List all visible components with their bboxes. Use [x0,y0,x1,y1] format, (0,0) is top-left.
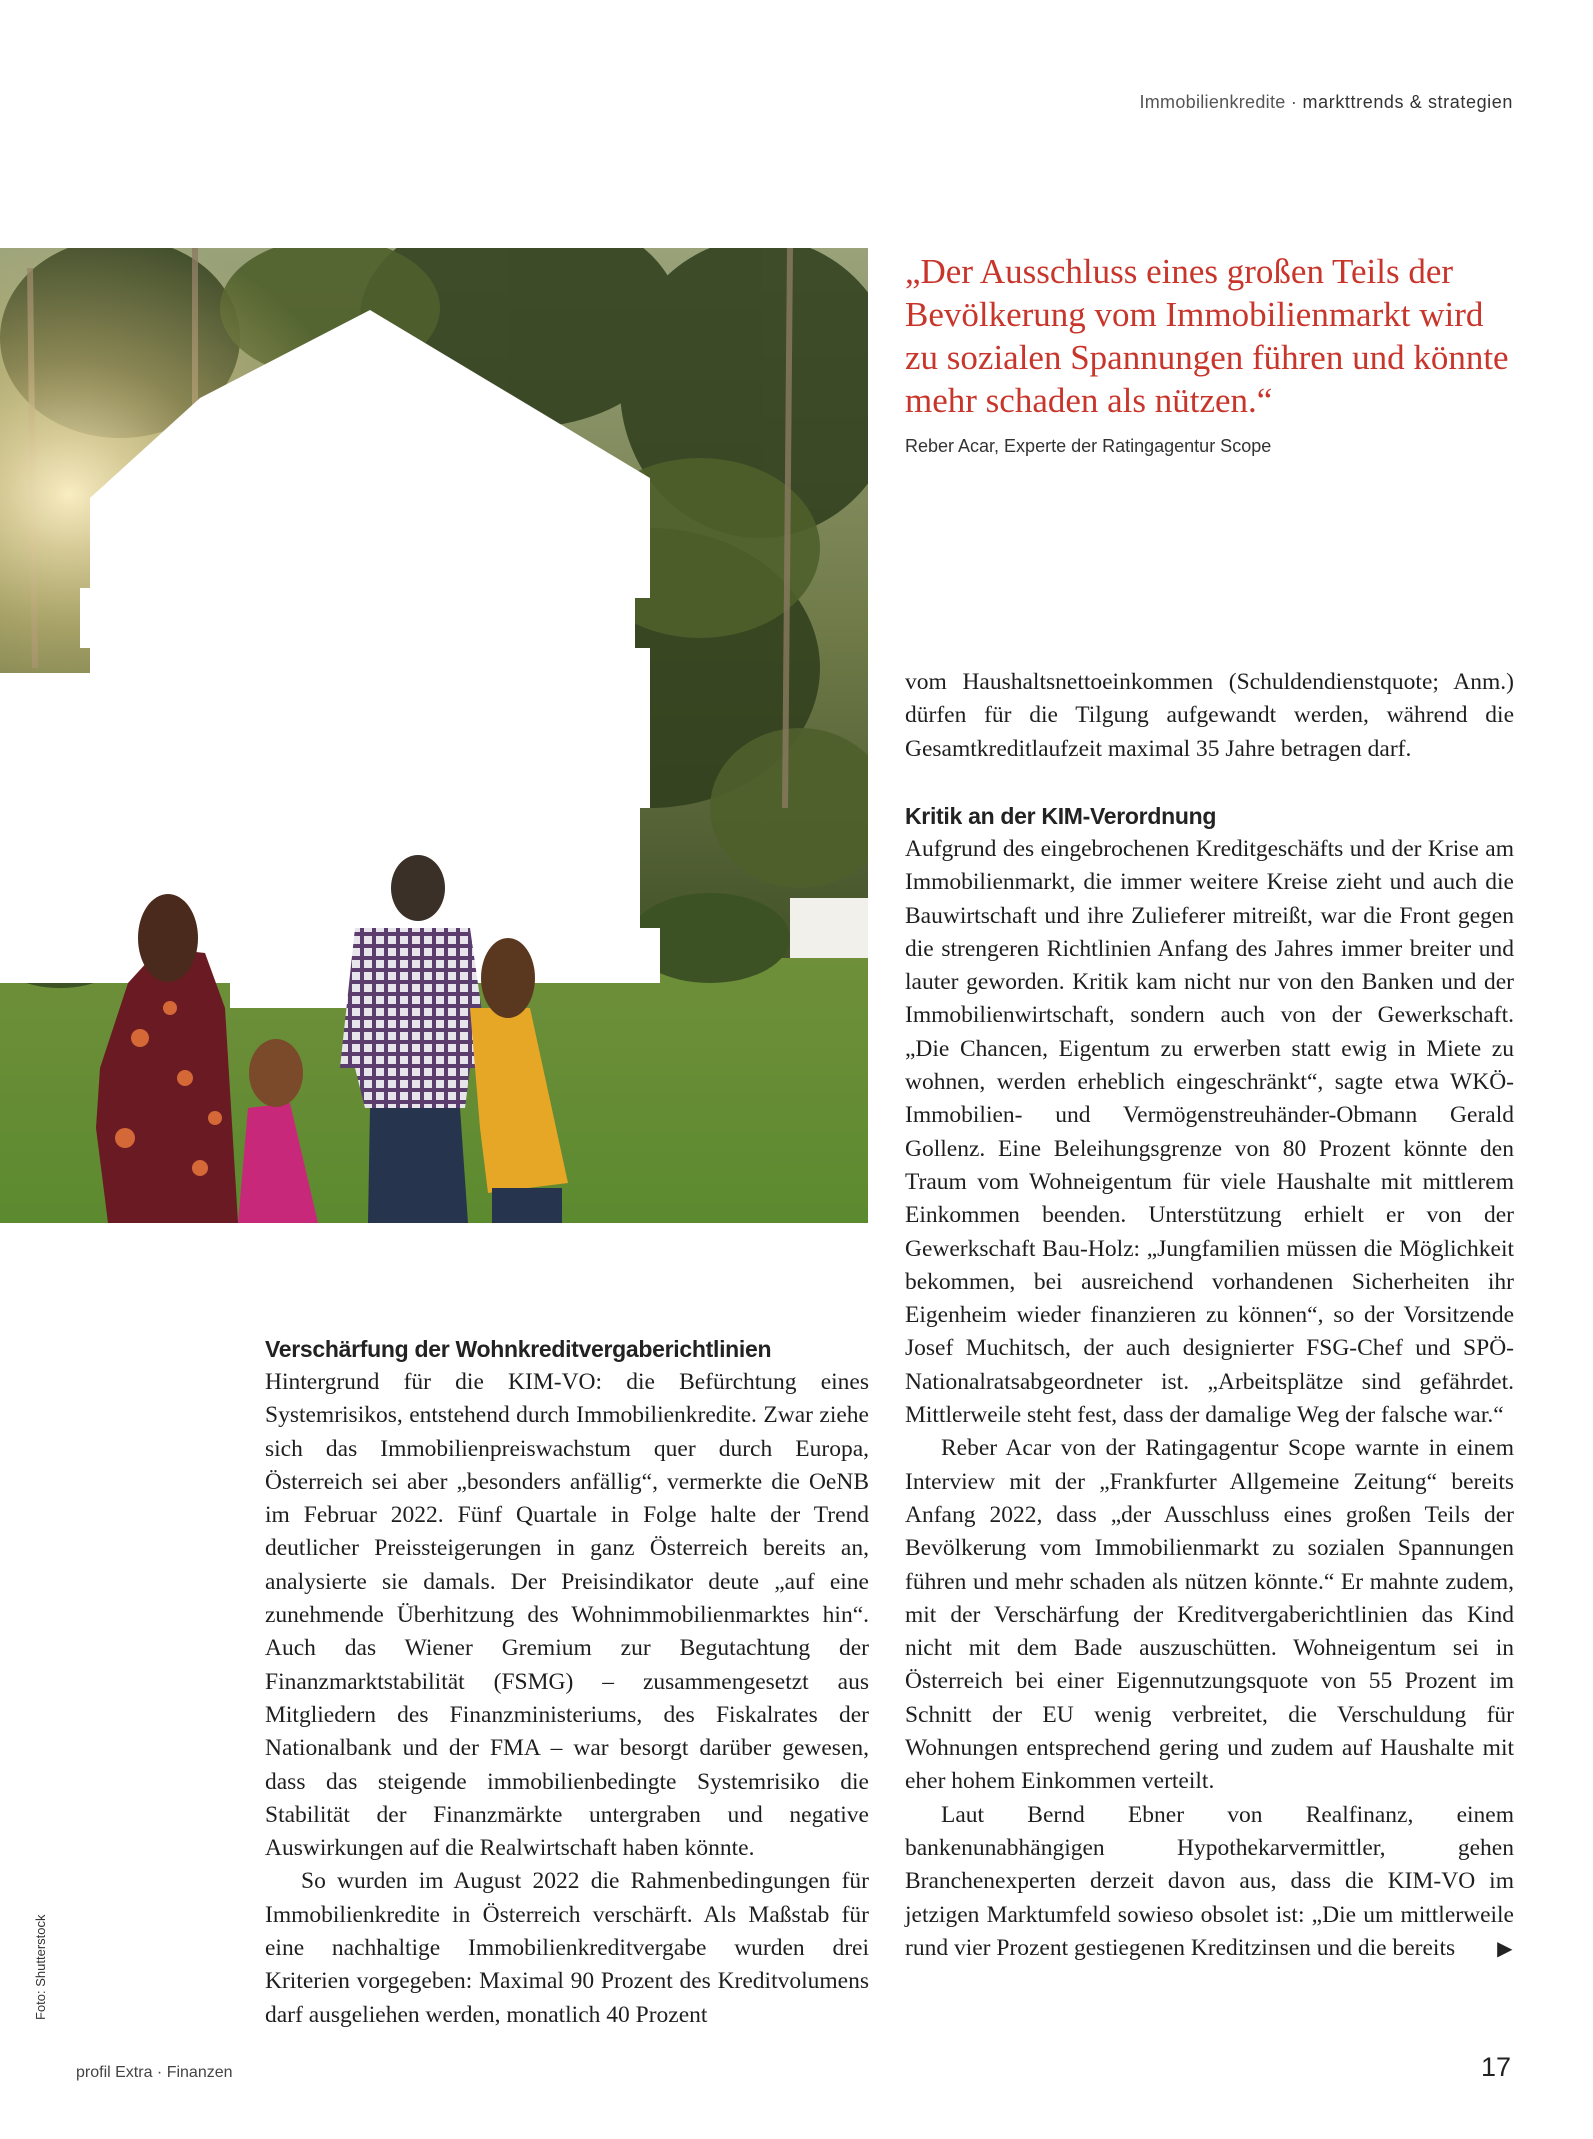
footer-publication: profil Extra · Finanzen [76,2064,233,2081]
section-heading-verschaerfung: Verschärfung der Wohnkreditvergaberichtlinien [265,1336,772,1362]
article-right-column [905,800,1514,1966]
pull-quote: „Der Ausschluss eines großen Teils der Bevölkerung vom Immobilienmarkt wird zu sozialen Spannungen führen und könnte mehr schaden als nützen.“ [905,252,1509,420]
header-category: markttrends & strategien [1302,92,1513,112]
paragraph: Aufgrund des eingebrochenen Kreditgeschäfts und der Krise am Immobilienmarkt, die immer weitere Kreise zieht und auch die Bauwirtschaft und ihre Zulieferer mitreißt, war die Front gegen die strengeren Richtlinien Anfang des Jahres immer breiter und lauter geworden. Kritik kam nicht nur von den Banken und der Immobilienwirtschaft, sondern auch von der Gewerkschaft. „Die Chancen, Eigentum zu erwerben statt ewig in Miete zu wohnen, werden erheblich eingeschränkt“, sagte etwa WKÖ-Immobilien- und Vermögenstreuhänder-Obmann Gerald Gollenz. Eine Beleihungsgrenze von 80 Prozent könnte den Traum vom Wohneigentum für viele Haushalte mit mittlerem Einkommen beenden. Unterstützung erhielt er von der Gewerkschaft Bau-Holz: „Jungfamilien müssen die Möglichkeit bekommen, bei ausreichend vorhandenen Sicherheiten ihr Eigenheim wieder finanzieren zu können“, so der Vorsitzende Josef Muchitsch, der auch designierter FSG-Chef und SPÖ-Nationalratsabgeordneter ist. „Arbeitsplätze sind gefährdet. Mittlerweile steht fest, dass der damalige Weg der falsche war.“ [905,836,1514,1429]
paragraph-text: Laut Bernd Ebner von Realfinanz, einem bankenunabhängigen Hypothekarvermittler, gehen Branchenexperten derzeit davon aus, dass die KIM-VO im jetzigen Marktumfeld sowieso obsolet ist: „Die um mittlerweile rund vier Prozent gestiegenen Kreditzinsen und die bereits [905,1801,1514,1961]
pull-quote-source: Reber Acar, Experte der Ratingagentur Scope [905,436,1272,456]
paragraph: Hintergrund für die KIM-VO: die Befürchtung eines Systemrisikos, entstehend durch Immobilienkredite. Zwar ziehe sich das Immobilienpreiswachstum quer durch Europa, Österreich sei aber „besonders anfällig“, vermerkte die OeNB im Februar 2022. Fünf Quartale in Folge halte der Trend deutlicher Preissteigerungen in ganz Österreich bereits an, analysierte sie damals. Der Preisindikator deute „auf eine zunehmende Überhitzung des Wohnimmobilienmarktes hin“. Auch das Wiener Gremium zur Begutachtung der Finanzmarktstabilität (FSMG) – zusammengesetzt aus Mitgliedern des Finanzministeriums, des Fiskalrates der Nationalbank und der FMA – war besorgt darüber gewesen, dass das steigende immobilienbedingte Systemrisiko die Stabilität der Finanzmärkte untergraben und negative Auswirkungen auf die Realwirtschaft haben könnte. [265,1369,869,1862]
continue-triangle-right-icon: ▶ [1497,1937,1513,1960]
section-heading-kritik: Kritik an der KIM-Verordnung [905,803,1217,829]
paragraph: Reber Acar von der Ratingagentur Scope warnte in einem Interview mit der „Frankfurter Allgemeine Zeitung“ bereits Anfang 2022, dass „der Ausschluss eines großen Teils der Bevölkerung vom Immobilienmarkt zu sozialen Spannungen führen und mehr schaden als nützen könnte.“ Er mahnte zudem, mit der Verschärfung der Kreditvergaberichtlinien das Kind nicht mit dem Bade auszuschütten. Wohneigentum sei in Österreich bei einer Eigennutzungsquote von 55 Prozent im Schnitt der EU wenig verbreitet, die Verschuldung für Wohnungen entsprechend gering und zudem auf Haushalte mit eher hohem Einkommen verteilt. [905,1435,1514,1795]
page-number: 17 [1480,2052,1511,2082]
article-right-column-continuation [905,666,1514,766]
article-left-column [265,1333,869,2032]
header-section: Immobilienkredite · [1139,92,1298,112]
running-header [1139,92,1513,113]
photo-credit: Foto: Shutterstock [33,1914,48,2020]
paragraph: So wurden im August 2022 die Rahmenbedingungen für Immobilienkredite in Österreich verschärft. Als Maßstab für eine nachhaltige Immobilienkreditvergabe wurden drei Kriterien vorgegeben: Maximal 90 Prozent des Kreditvolumens darf ausgeliehen werden, monatlich 40 Prozent [265,1868,869,2028]
paragraph-last [905,1799,1514,1966]
paragraph: vom Haushaltsnettoeinkommen (Schuldendienstquote; Anm.) dürfen für die Tilgung aufgewandt werden, während die Gesamtkreditlaufzeit maximal 35 Jahre betragen darf. [905,669,1514,762]
family-house-photo [0,248,868,1223]
